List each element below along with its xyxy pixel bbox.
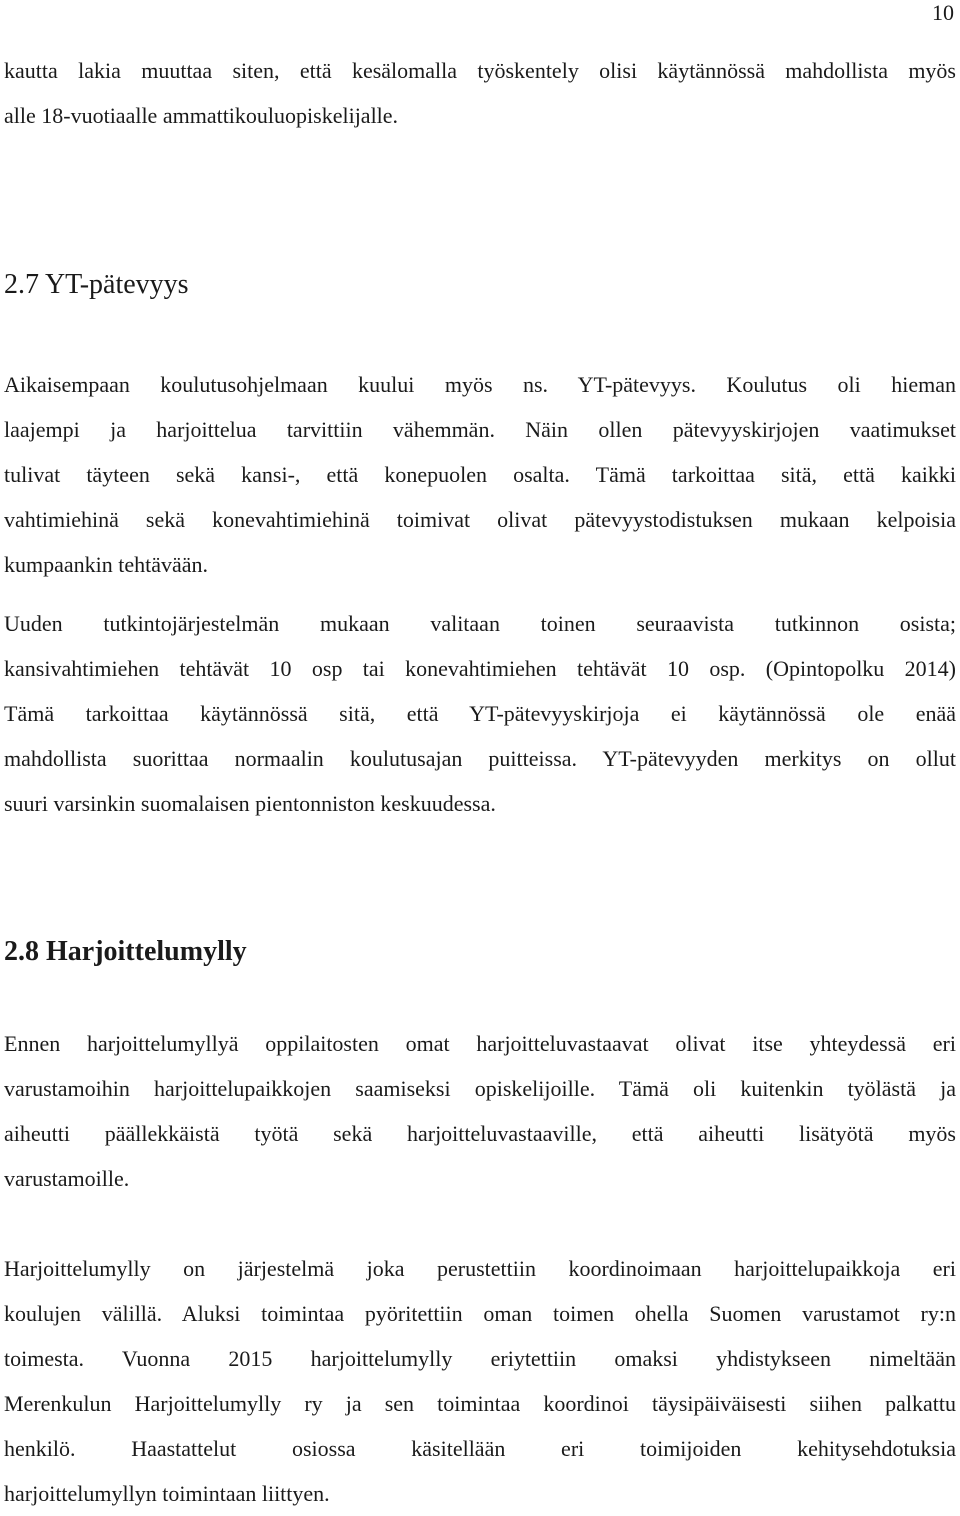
text-line: alle 18-vuotiaalle ammattikouluopiskelijalle. bbox=[4, 103, 399, 128]
section-2-8-paragraph-1 bbox=[4, 1021, 956, 1201]
text-line: tulivat täyteen sekä kansi-, että konepuolen osalta. Tämä tarkoittaa sitä, että kaikki bbox=[4, 462, 956, 487]
text-line: varustamoille. bbox=[4, 1166, 130, 1191]
text-line: suuri varsinkin suomalaisen pientonniston keskuudessa. bbox=[4, 791, 496, 816]
section-heading-2-8: 2.8 Harjoittelumylly bbox=[4, 936, 247, 967]
text-line: kumpaankin tehtävään. bbox=[4, 552, 209, 577]
text-line: kansivahtimiehen tehtävät 10 osp tai konevahtimiehen tehtävät 10 osp. (Opintopolku 2014) bbox=[4, 656, 956, 681]
text-line: kautta lakia muuttaa siten, että kesälomalla työskentely olisi käytännössä mahdollista myös bbox=[4, 58, 956, 83]
text-line: laajempi ja harjoittelua tarvittiin vähemmän. Näin ollen pätevyyskirjojen vaatimukset bbox=[4, 417, 956, 442]
section-2-8-paragraph-2 bbox=[4, 1246, 956, 1516]
text-line: Tämä tarkoittaa käytännössä sitä, että YT-pätevyyskirjoja ei käytännössä ole enää bbox=[4, 701, 956, 726]
text-line: varustamoihin harjoittelupaikkojen saamiseksi opiskelijoille. Tämä oli kuitenkin työlästä ja bbox=[4, 1076, 956, 1101]
text-line: toimesta. Vuonna 2015 harjoittelumylly eriytettiin omaksi yhdistykseen nimeltään bbox=[4, 1346, 956, 1371]
section-2-7-paragraph-2 bbox=[4, 601, 956, 826]
section-2-7-paragraph-1 bbox=[4, 362, 956, 587]
text-line: Harjoittelumylly on järjestelmä joka perustettiin koordinoimaan harjoittelupaikkoja eri bbox=[4, 1256, 956, 1281]
text-line: aiheutti päällekkäistä työtä sekä harjoitteluvastaaville, että aiheutti lisätyötä myös bbox=[4, 1121, 956, 1146]
page-number: 10 bbox=[932, 0, 954, 25]
text-line: Merenkulun Harjoittelumylly ry ja sen toimintaa koordinoi täysipäiväisesti siihen palkattu bbox=[4, 1391, 956, 1416]
text-line: Ennen harjoittelumyllyä oppilaitosten omat harjoitteluvastaavat olivat itse yhteydessä eri bbox=[4, 1031, 956, 1056]
intro-paragraph bbox=[4, 48, 956, 138]
text-line: Uuden tutkintojärjestelmän mukaan valitaan toinen seuraavista tutkinnon osista; bbox=[4, 611, 956, 636]
text-line: vahtimiehinä sekä konevahtimiehinä toimivat olivat pätevyystodistuksen mukaan kelpoisia bbox=[4, 507, 956, 532]
text-line: Aikaisempaan koulutusohjelmaan kuului myös ns. YT-pätevyys. Koulutus oli hieman bbox=[4, 372, 956, 397]
text-line: koulujen välillä. Aluksi toimintaa pyöritettiin oman toimen ohella Suomen varustamot ry:n bbox=[4, 1301, 956, 1326]
text-line: henkilö. Haastattelut osiossa käsitellään eri toimijoiden kehitysehdotuksia bbox=[4, 1436, 956, 1461]
section-heading-2-7: 2.7 YT-pätevyys bbox=[4, 269, 189, 300]
text-line: harjoittelumyllyn toimintaan liittyen. bbox=[4, 1481, 330, 1506]
text-line: mahdollista suorittaa normaalin koulutusajan puitteissa. YT-pätevyyden merkitys on ollut bbox=[4, 746, 956, 771]
